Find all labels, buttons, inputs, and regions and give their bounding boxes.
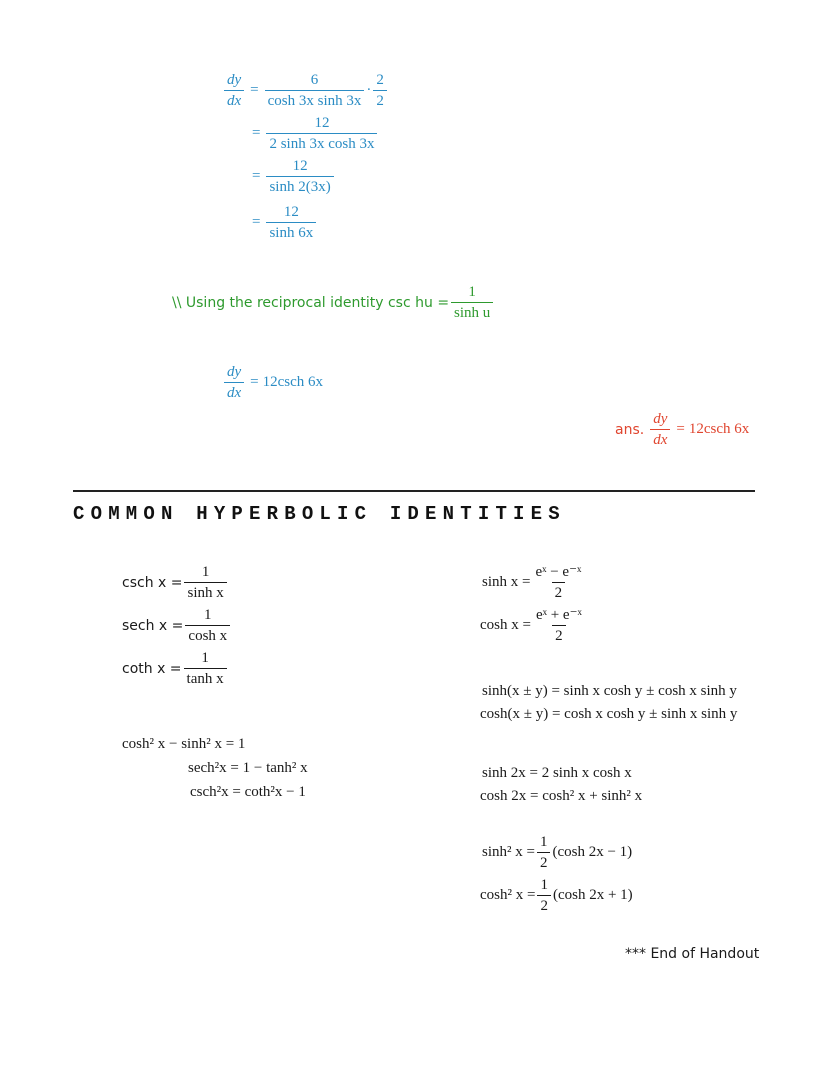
final-answer: ans. $\frac{dy}{dx}$ = 12csch 6x: [615, 411, 750, 448]
dy-dx-fraction: $\frac{dy}{dx}$: [224, 70, 244, 111]
fraction: $\frac{6}{\text{cosh 3x sinh 3x}}$: [265, 70, 365, 111]
identity-cosh-squared: cosh² x = $\frac{1}{2}$ (cosh 2x + 1): [480, 877, 633, 914]
identity-cosh-sum: cosh(x ± y) = cosh x cosh y ± sinh x sinh y: [480, 706, 738, 722]
identity-coth: coth x = $\frac{1}{\text{tanh x}}$: [122, 648, 229, 689]
derivation-step-4: = $\frac{12}{\sinh 6x}$: [248, 202, 318, 243]
identity-sinh-double: sinh 2x = 2 sinh x cosh x: [482, 765, 632, 781]
identity-cosh-exp: cosh x = $\frac{\text{eˣ + e⁻ˣ}}{2}$: [480, 607, 582, 644]
identity-sinh-exp: sinh x = $\frac{\text{eˣ − e⁻ˣ}}{2}$: [482, 564, 582, 601]
identity-sinh-squared: sinh² x = $\frac{1}{2}$ (cosh 2x − 1): [482, 834, 633, 871]
identity-sinh-sum: sinh(x ± y) = sinh x cosh y ± cosh x sinh y: [482, 683, 737, 699]
identity-comment: \\ Using the reciprocal identity csc hu = $\frac{1}{\text{sinh u}}$: [172, 282, 495, 323]
fraction: $\frac{2}{2}$: [373, 70, 387, 111]
section-divider: [73, 490, 755, 492]
identity-pythagorean-3: csch²x = coth²x − 1: [190, 784, 306, 800]
identity-pythagorean-1: cosh² x − sinh² x = 1: [122, 736, 246, 752]
end-of-handout: *** End of Handout: [625, 946, 760, 962]
section-title: COMMON HYPERBOLIC IDENTITIES: [73, 503, 566, 525]
identity-cosh-double: cosh 2x = cosh² x + sinh² x: [480, 788, 643, 804]
derivation-step-1: $\frac{dy}{dx}$ = $\frac{6}{\text{cosh 3x sinh 3x}}$ · $\frac{2}{2}$: [222, 70, 389, 111]
derivation-step-3: = $\frac{12}{\sinh 2(3x)}$: [248, 156, 336, 197]
derivation-step-2: = $\frac{12}{\text{2 sinh 3x cosh 3x}}$: [248, 113, 379, 154]
identity-sech: sech x = $\frac{1}{\text{cosh x}}$: [122, 605, 232, 646]
derivation-result: $\frac{dy}{dx}$ = 12csch 6x: [222, 362, 323, 403]
identity-csch: csch x = $\frac{1}{\text{sinh x}}$: [122, 562, 229, 603]
identity-pythagorean-2: sech²x = 1 − tanh² x: [188, 760, 308, 776]
